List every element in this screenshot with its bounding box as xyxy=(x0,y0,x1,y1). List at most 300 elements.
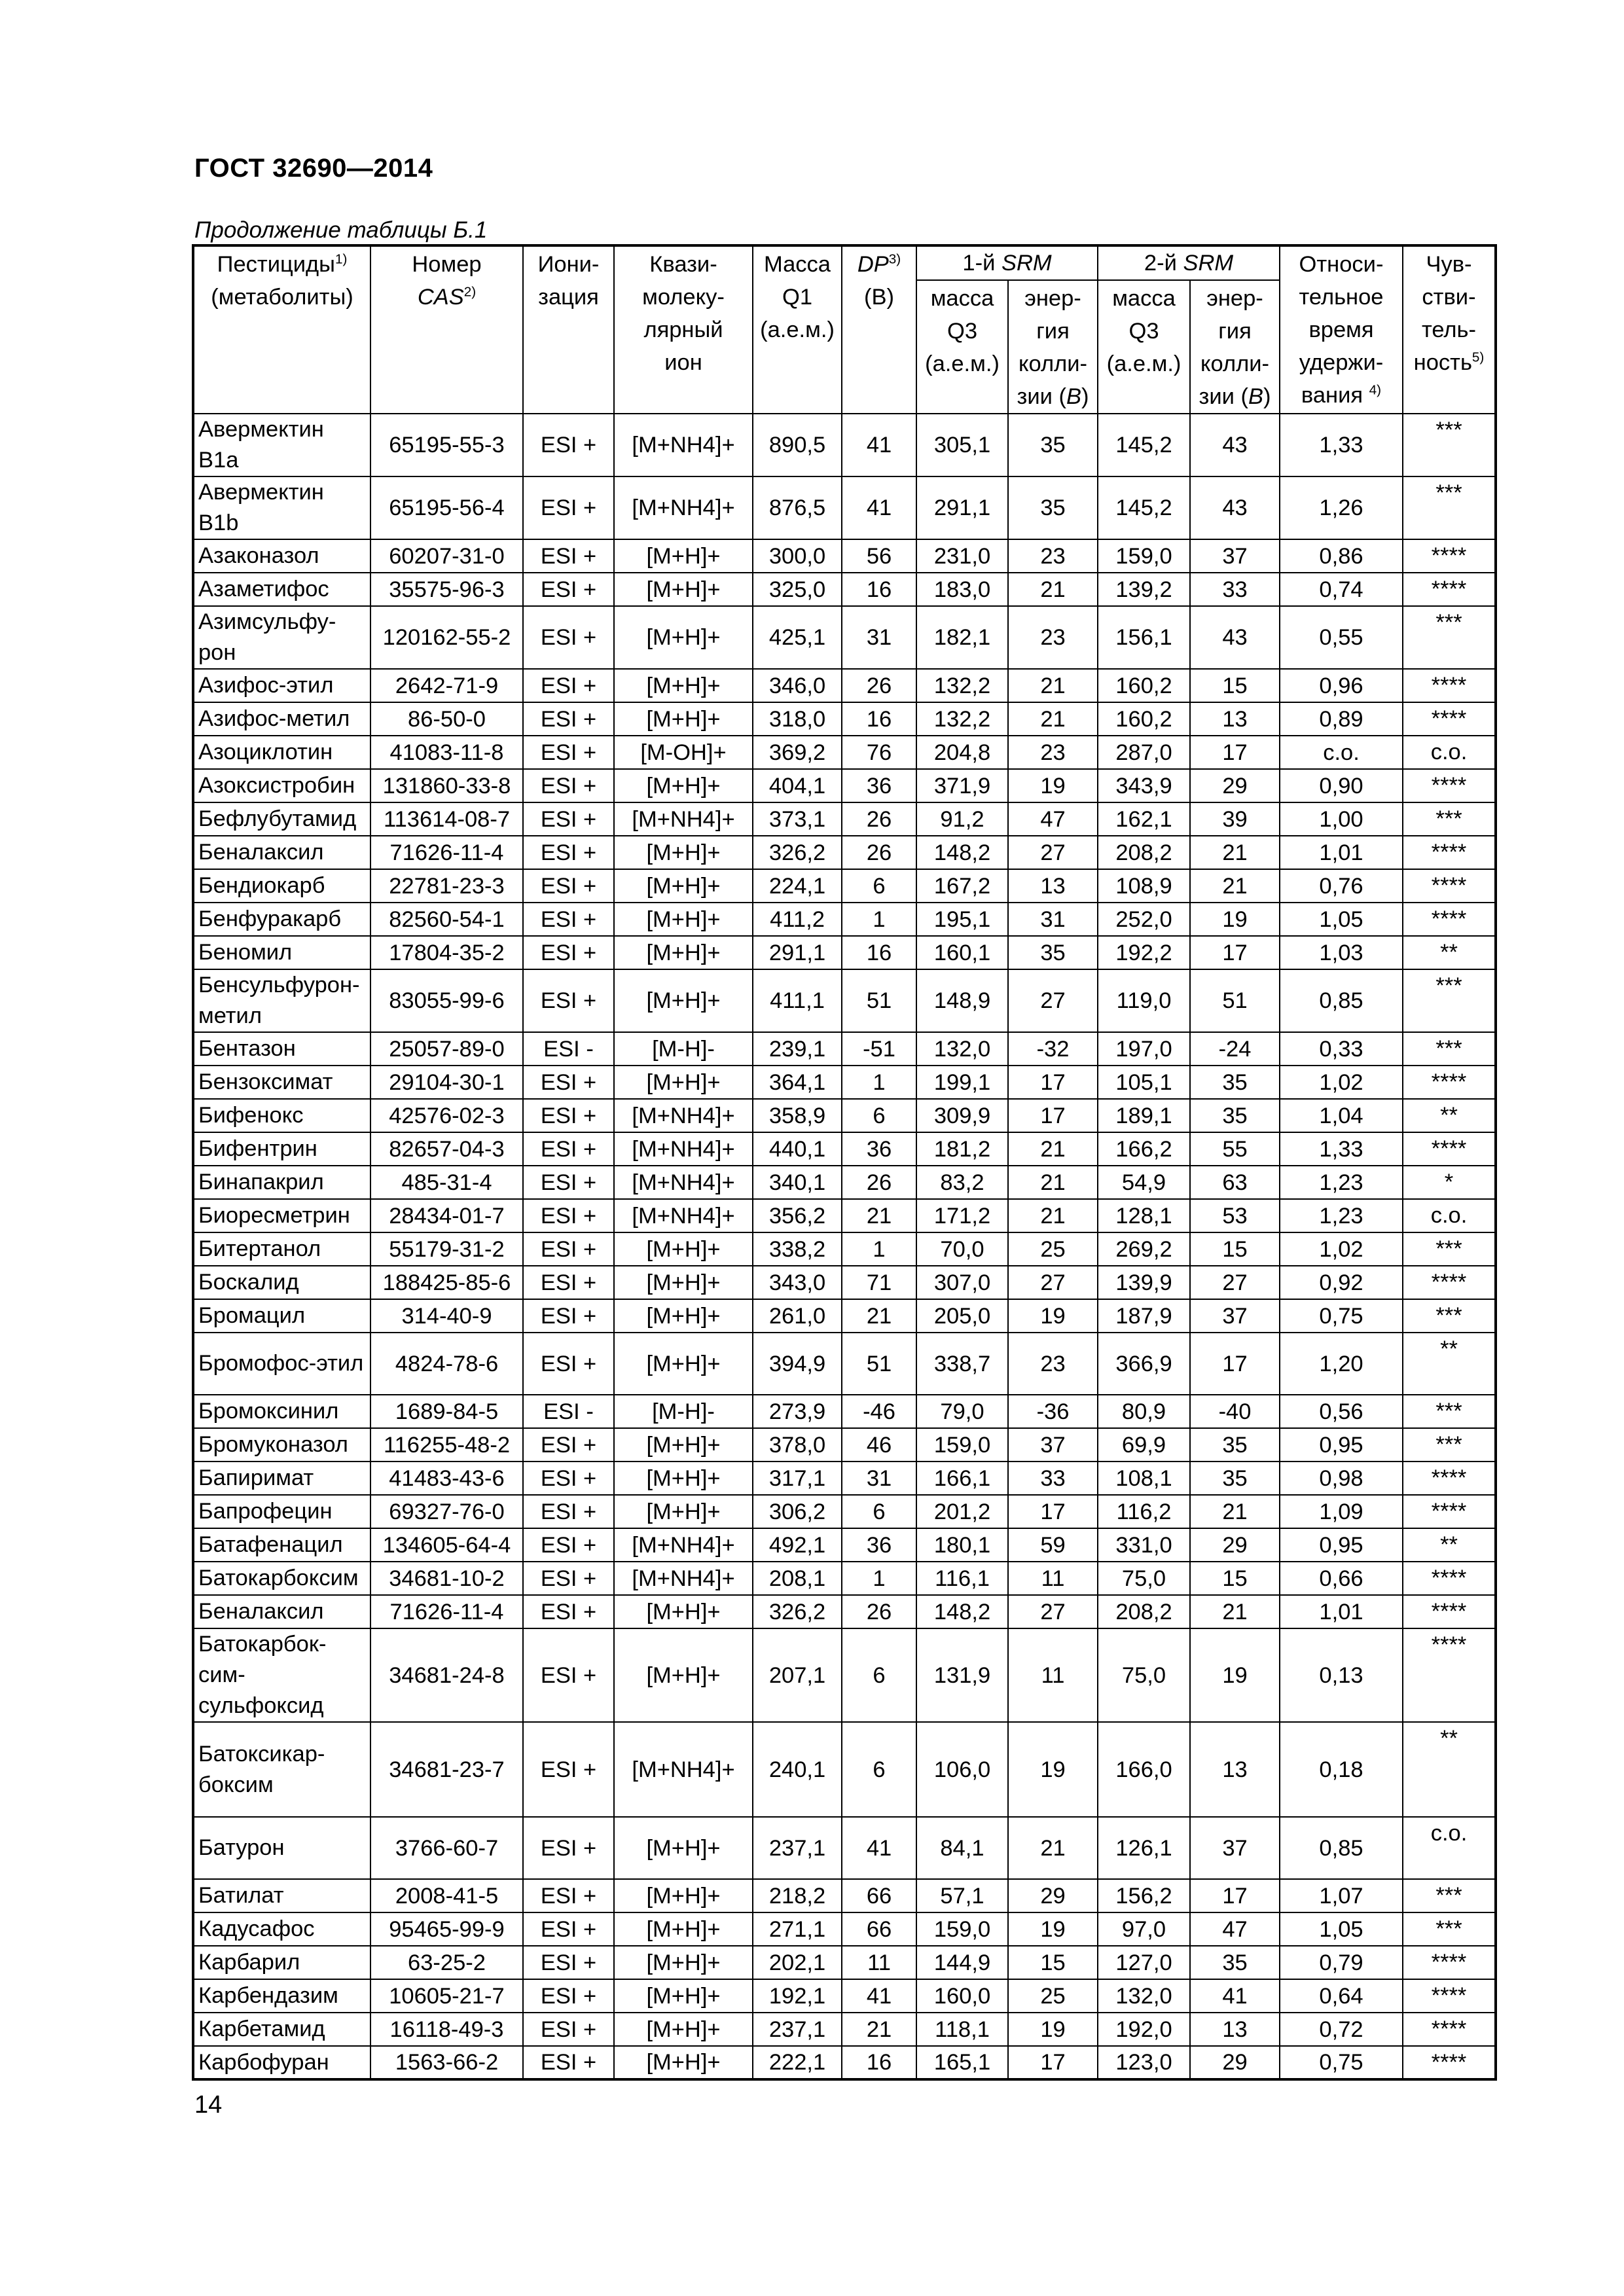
cell-m2: 132,0 xyxy=(1098,1979,1190,2013)
cell-cas: 41083-11-8 xyxy=(370,736,523,769)
cell-e2: 35 xyxy=(1190,1066,1280,1099)
cell-sens: **** xyxy=(1403,1979,1496,2013)
cell-m1: 305,1 xyxy=(916,414,1008,476)
cell-ion: ESI + xyxy=(523,1462,614,1495)
header-srm1-energy: энер- гия колли- зии (В) xyxy=(1008,280,1098,414)
cell-m2: 128,1 xyxy=(1098,1199,1190,1232)
cell-name: Беномил xyxy=(193,936,370,969)
cell-ion: ESI + xyxy=(523,869,614,903)
cell-m1: 205,0 xyxy=(916,1299,1008,1333)
table-row xyxy=(193,1912,1496,1946)
cell-m1: 201,2 xyxy=(916,1495,1008,1528)
cell-q1: 240,1 xyxy=(753,1722,842,1817)
cell-m2: 119,0 xyxy=(1098,969,1190,1032)
cell-q1: 237,1 xyxy=(753,1817,842,1879)
cell-ion: ESI + xyxy=(523,606,614,669)
cell-ion: ESI + xyxy=(523,1595,614,1628)
cell-q1: 317,1 xyxy=(753,1462,842,1495)
cell-cas: 134605-64-4 xyxy=(370,1528,523,1562)
cell-m1: 132,2 xyxy=(916,669,1008,702)
cell-rt: 1,23 xyxy=(1280,1166,1403,1199)
cell-name: Карбарил xyxy=(193,1946,370,1979)
cell-e1: 17 xyxy=(1008,1066,1098,1099)
table-row xyxy=(193,414,1496,476)
table-row xyxy=(193,836,1496,869)
cell-sens: *** xyxy=(1403,476,1496,539)
cell-cas: 83055-99-6 xyxy=(370,969,523,1032)
cell-m2: 105,1 xyxy=(1098,1066,1190,1099)
cell-rt: 1,20 xyxy=(1280,1333,1403,1395)
cell-m2: 80,9 xyxy=(1098,1395,1190,1428)
cell-rt: 0,56 xyxy=(1280,1395,1403,1428)
cell-m1: 148,2 xyxy=(916,836,1008,869)
cell-ion: ESI + xyxy=(523,1232,614,1266)
cell-sens: *** xyxy=(1403,1912,1496,1946)
cell-name: Бромацил xyxy=(193,1299,370,1333)
cell-dp: 31 xyxy=(842,606,916,669)
cell-m1: 132,2 xyxy=(916,702,1008,736)
cell-name: Азимсульфу-рон xyxy=(193,606,370,669)
cell-ion: ESI + xyxy=(523,414,614,476)
cell-sens: *** xyxy=(1403,606,1496,669)
cell-q1: 394,9 xyxy=(753,1333,842,1395)
cell-e2: 19 xyxy=(1190,1628,1280,1722)
cell-q1: 237,1 xyxy=(753,2013,842,2046)
cell-e1: 11 xyxy=(1008,1562,1098,1595)
cell-e1: 27 xyxy=(1008,969,1098,1032)
cell-e1: 19 xyxy=(1008,1299,1098,1333)
cell-rt: 1,23 xyxy=(1280,1199,1403,1232)
cell-qion: [M+H]+ xyxy=(614,573,753,606)
cell-name: Батокарбоксим xyxy=(193,1562,370,1595)
cell-ion: ESI + xyxy=(523,539,614,573)
cell-name: Азаметифос xyxy=(193,573,370,606)
header-sensitivity: Чув- стви- тель- ность$^{5)}$ xyxy=(1403,245,1496,414)
cell-e1: 31 xyxy=(1008,903,1098,936)
cell-e1: 17 xyxy=(1008,1495,1098,1528)
table-row xyxy=(193,1333,1496,1395)
cell-rt: 1,26 xyxy=(1280,476,1403,539)
cell-e2: 35 xyxy=(1190,1099,1280,1132)
cell-m1: 160,0 xyxy=(916,1979,1008,2013)
cell-cas: 95465-99-9 xyxy=(370,1912,523,1946)
cell-sens: с.о. xyxy=(1403,1817,1496,1879)
cell-cas: 65195-55-3 xyxy=(370,414,523,476)
cell-rt: 1,09 xyxy=(1280,1495,1403,1528)
cell-e1: 27 xyxy=(1008,1266,1098,1299)
cell-m2: 192,2 xyxy=(1098,936,1190,969)
cell-m1: 132,0 xyxy=(916,1032,1008,1066)
cell-ion: ESI + xyxy=(523,969,614,1032)
cell-rt: 0,66 xyxy=(1280,1562,1403,1595)
cell-cas: 86-50-0 xyxy=(370,702,523,736)
cell-name: Азаконазол xyxy=(193,539,370,573)
cell-dp: 36 xyxy=(842,1528,916,1562)
cell-m1: 309,9 xyxy=(916,1099,1008,1132)
cell-m2: 145,2 xyxy=(1098,414,1190,476)
cell-qion: [M+H]+ xyxy=(614,1299,753,1333)
cell-m2: 159,0 xyxy=(1098,539,1190,573)
cell-rt: 0,75 xyxy=(1280,2046,1403,2079)
cell-qion: [M+NH4]+ xyxy=(614,1199,753,1232)
cell-m2: 54,9 xyxy=(1098,1166,1190,1199)
cell-cas: 3766-60-7 xyxy=(370,1817,523,1879)
cell-e2: 13 xyxy=(1190,2013,1280,2046)
table-row xyxy=(193,539,1496,573)
cell-q1: 364,1 xyxy=(753,1066,842,1099)
cell-dp: 41 xyxy=(842,414,916,476)
cell-sens: с.о. xyxy=(1403,1199,1496,1232)
table-row xyxy=(193,1032,1496,1066)
header-quasi-ion: Квази- молеку- лярный ион xyxy=(614,245,753,414)
cell-dp: 41 xyxy=(842,476,916,539)
cell-name: Беналаксил xyxy=(193,836,370,869)
cell-m1: 165,1 xyxy=(916,2046,1008,2079)
cell-rt: 1,00 xyxy=(1280,802,1403,836)
cell-q1: 492,1 xyxy=(753,1528,842,1562)
header-retention-time: Относи- тельное время удержи- вания $^{4)}$ xyxy=(1280,245,1403,414)
cell-sens: **** xyxy=(1403,669,1496,702)
table-row xyxy=(193,1199,1496,1232)
cell-cas: 1563-66-2 xyxy=(370,2046,523,2079)
table-row xyxy=(193,1066,1496,1099)
cell-qion: [M+H]+ xyxy=(614,869,753,903)
cell-dp: 1 xyxy=(842,1066,916,1099)
cell-qion: [M+H]+ xyxy=(614,1428,753,1462)
cell-cas: 16118-49-3 xyxy=(370,2013,523,2046)
cell-cas: 25057-89-0 xyxy=(370,1032,523,1066)
cell-e2: 35 xyxy=(1190,1946,1280,1979)
cell-q1: 261,0 xyxy=(753,1299,842,1333)
cell-sens: *** xyxy=(1403,969,1496,1032)
cell-sens: **** xyxy=(1403,1132,1496,1166)
cell-ion: ESI + xyxy=(523,1166,614,1199)
cell-dp: 26 xyxy=(842,669,916,702)
cell-e1: 19 xyxy=(1008,2013,1098,2046)
cell-ion: ESI + xyxy=(523,769,614,802)
cell-q1: 425,1 xyxy=(753,606,842,669)
cell-rt: 0,18 xyxy=(1280,1722,1403,1817)
cell-m2: 252,0 xyxy=(1098,903,1190,936)
cell-dp: 76 xyxy=(842,736,916,769)
cell-sens: **** xyxy=(1403,702,1496,736)
cell-m2: 108,9 xyxy=(1098,869,1190,903)
table-body xyxy=(193,414,1496,2079)
cell-m2: 156,2 xyxy=(1098,1879,1190,1912)
cell-name: Авермектин B1b xyxy=(193,476,370,539)
cell-q1: 326,2 xyxy=(753,836,842,869)
cell-cas: 1689-84-5 xyxy=(370,1395,523,1428)
cell-m2: 126,1 xyxy=(1098,1817,1190,1879)
cell-ion: ESI + xyxy=(523,836,614,869)
cell-cas: 4824-78-6 xyxy=(370,1333,523,1395)
cell-rt: 0,72 xyxy=(1280,2013,1403,2046)
cell-sens: *** xyxy=(1403,414,1496,476)
cell-m1: 338,7 xyxy=(916,1333,1008,1395)
cell-ion: ESI - xyxy=(523,1395,614,1428)
cell-m2: 166,2 xyxy=(1098,1132,1190,1166)
cell-q1: 326,2 xyxy=(753,1595,842,1628)
cell-dp: 21 xyxy=(842,1299,916,1333)
cell-rt: 0,55 xyxy=(1280,606,1403,669)
table-row xyxy=(193,2013,1496,2046)
cell-rt: 1,07 xyxy=(1280,1879,1403,1912)
cell-q1: 192,1 xyxy=(753,1979,842,2013)
cell-rt: 0,74 xyxy=(1280,573,1403,606)
table-row xyxy=(193,1299,1496,1333)
cell-q1: 404,1 xyxy=(753,769,842,802)
cell-ion: ESI + xyxy=(523,1299,614,1333)
cell-dp: 16 xyxy=(842,573,916,606)
cell-ion: ESI + xyxy=(523,2046,614,2079)
cell-rt: 1,05 xyxy=(1280,903,1403,936)
cell-ion: ESI + xyxy=(523,2013,614,2046)
cell-e2: 29 xyxy=(1190,1528,1280,1562)
cell-m1: 199,1 xyxy=(916,1066,1008,1099)
cell-sens: ** xyxy=(1403,1722,1496,1817)
cell-m1: 204,8 xyxy=(916,736,1008,769)
cell-dp: -46 xyxy=(842,1395,916,1428)
cell-sens: *** xyxy=(1403,1232,1496,1266)
cell-cas: 71626-11-4 xyxy=(370,1595,523,1628)
cell-name: Азифос-метил xyxy=(193,702,370,736)
cell-sens: **** xyxy=(1403,1595,1496,1628)
cell-dp: 1 xyxy=(842,1562,916,1595)
cell-qion: [M+H]+ xyxy=(614,1266,753,1299)
cell-sens: **** xyxy=(1403,2046,1496,2079)
table-row xyxy=(193,1166,1496,1199)
cell-q1: 411,2 xyxy=(753,903,842,936)
cell-e1: -36 xyxy=(1008,1395,1098,1428)
cell-name: Бендиокарб xyxy=(193,869,370,903)
cell-qion: [M+H]+ xyxy=(614,1912,753,1946)
cell-sens: **** xyxy=(1403,1066,1496,1099)
cell-m2: 156,1 xyxy=(1098,606,1190,669)
cell-m1: 181,2 xyxy=(916,1132,1008,1166)
cell-dp: 51 xyxy=(842,1333,916,1395)
cell-name: Кадусафос xyxy=(193,1912,370,1946)
cell-e1: 25 xyxy=(1008,1232,1098,1266)
cell-qion: [M-H]- xyxy=(614,1032,753,1066)
cell-dp: 31 xyxy=(842,1462,916,1495)
table-row xyxy=(193,1628,1496,1722)
cell-qion: [M+H]+ xyxy=(614,702,753,736)
cell-e2: 15 xyxy=(1190,1562,1280,1595)
cell-rt: 0,95 xyxy=(1280,1428,1403,1462)
table-row xyxy=(193,1817,1496,1879)
table-row xyxy=(193,669,1496,702)
cell-q1: 346,0 xyxy=(753,669,842,702)
cell-e1: 17 xyxy=(1008,1099,1098,1132)
cell-cas: 17804-35-2 xyxy=(370,936,523,969)
table-row xyxy=(193,903,1496,936)
cell-e2: -40 xyxy=(1190,1395,1280,1428)
cell-sens: **** xyxy=(1403,1462,1496,1495)
cell-q1: 218,2 xyxy=(753,1879,842,1912)
cell-qion: [M-OH]+ xyxy=(614,736,753,769)
cell-dp: 11 xyxy=(842,1946,916,1979)
cell-sens: **** xyxy=(1403,1495,1496,1528)
cell-m1: 116,1 xyxy=(916,1562,1008,1595)
cell-q1: 373,1 xyxy=(753,802,842,836)
cell-m1: 171,2 xyxy=(916,1199,1008,1232)
cell-ion: ESI - xyxy=(523,1032,614,1066)
cell-m2: 75,0 xyxy=(1098,1562,1190,1595)
cell-ion: ESI + xyxy=(523,702,614,736)
cell-e1: 23 xyxy=(1008,736,1098,769)
cell-cas: 28434-01-7 xyxy=(370,1199,523,1232)
cell-m2: 331,0 xyxy=(1098,1528,1190,1562)
cell-m1: 148,2 xyxy=(916,1595,1008,1628)
cell-e2: 29 xyxy=(1190,769,1280,802)
cell-dp: 1 xyxy=(842,903,916,936)
table-row xyxy=(193,1946,1496,1979)
cell-m2: 197,0 xyxy=(1098,1032,1190,1066)
cell-qion: [M+H]+ xyxy=(614,1979,753,2013)
cell-e2: 15 xyxy=(1190,1232,1280,1266)
cell-name: Бинапакрил xyxy=(193,1166,370,1199)
cell-e1: 23 xyxy=(1008,606,1098,669)
cell-m2: 269,2 xyxy=(1098,1232,1190,1266)
cell-name: Бенсульфурон-метил xyxy=(193,969,370,1032)
cell-dp: 6 xyxy=(842,1495,916,1528)
cell-qion: [M+NH4]+ xyxy=(614,1562,753,1595)
cell-name: Бифентрин xyxy=(193,1132,370,1166)
cell-e2: 21 xyxy=(1190,1595,1280,1628)
cell-m1: 159,0 xyxy=(916,1912,1008,1946)
cell-m2: 287,0 xyxy=(1098,736,1190,769)
cell-sens: *** xyxy=(1403,1428,1496,1462)
cell-m1: 131,9 xyxy=(916,1628,1008,1722)
cell-e2: 21 xyxy=(1190,836,1280,869)
cell-ion: ESI + xyxy=(523,1912,614,1946)
cell-dp: 41 xyxy=(842,1817,916,1879)
cell-e2: 43 xyxy=(1190,606,1280,669)
cell-qion: [M+H]+ xyxy=(614,2046,753,2079)
table-row xyxy=(193,702,1496,736)
cell-dp: 46 xyxy=(842,1428,916,1462)
table-row xyxy=(193,476,1496,539)
cell-rt: 0,85 xyxy=(1280,1817,1403,1879)
table-row xyxy=(193,736,1496,769)
cell-q1: 202,1 xyxy=(753,1946,842,1979)
cell-e2: -24 xyxy=(1190,1032,1280,1066)
cell-e2: 55 xyxy=(1190,1132,1280,1166)
cell-qion: [M+H]+ xyxy=(614,1946,753,1979)
cell-name: Карбендазим xyxy=(193,1979,370,2013)
cell-name: Карбофуран xyxy=(193,2046,370,2079)
table-row xyxy=(193,1979,1496,2013)
cell-m2: 343,9 xyxy=(1098,769,1190,802)
cell-e1: 21 xyxy=(1008,1199,1098,1232)
cell-ion: ESI + xyxy=(523,1946,614,1979)
cell-e1: 37 xyxy=(1008,1428,1098,1462)
cell-e2: 21 xyxy=(1190,1495,1280,1528)
cell-sens: **** xyxy=(1403,539,1496,573)
cell-name: Азифос-этил xyxy=(193,669,370,702)
page-number: 14 xyxy=(194,2091,223,2119)
cell-rt: 0,98 xyxy=(1280,1462,1403,1495)
cell-dp: -51 xyxy=(842,1032,916,1066)
cell-sens: **** xyxy=(1403,2013,1496,2046)
cell-q1: 273,9 xyxy=(753,1395,842,1428)
cell-cas: 113614-08-7 xyxy=(370,802,523,836)
cell-e2: 35 xyxy=(1190,1428,1280,1462)
cell-dp: 21 xyxy=(842,1199,916,1232)
cell-cas: 34681-10-2 xyxy=(370,1562,523,1595)
cell-cas: 29104-30-1 xyxy=(370,1066,523,1099)
table-caption: Продолжение таблицы Б.1 xyxy=(194,217,488,243)
cell-m2: 139,9 xyxy=(1098,1266,1190,1299)
cell-cas: 63-25-2 xyxy=(370,1946,523,1979)
table-row xyxy=(193,1462,1496,1495)
cell-sens: *** xyxy=(1403,1299,1496,1333)
cell-dp: 16 xyxy=(842,2046,916,2079)
cell-m1: 83,2 xyxy=(916,1166,1008,1199)
cell-m1: 160,1 xyxy=(916,936,1008,969)
cell-qion: [M+H]+ xyxy=(614,903,753,936)
cell-qion: [M+NH4]+ xyxy=(614,1528,753,1562)
table-row xyxy=(193,573,1496,606)
cell-m1: 118,1 xyxy=(916,2013,1008,2046)
cell-qion: [M+H]+ xyxy=(614,539,753,573)
cell-sens: *** xyxy=(1403,1395,1496,1428)
cell-dp: 66 xyxy=(842,1879,916,1912)
cell-m2: 69,9 xyxy=(1098,1428,1190,1462)
cell-q1: 440,1 xyxy=(753,1132,842,1166)
cell-e1: 23 xyxy=(1008,539,1098,573)
cell-qion: [M+H]+ xyxy=(614,606,753,669)
cell-q1: 378,0 xyxy=(753,1428,842,1462)
cell-e2: 37 xyxy=(1190,1817,1280,1879)
cell-rt: 1,04 xyxy=(1280,1099,1403,1132)
table-row xyxy=(193,1266,1496,1299)
cell-dp: 66 xyxy=(842,1912,916,1946)
cell-e2: 63 xyxy=(1190,1166,1280,1199)
cell-cas: 82560-54-1 xyxy=(370,903,523,936)
cell-e1: 21 xyxy=(1008,1132,1098,1166)
cell-rt: 0,64 xyxy=(1280,1979,1403,2013)
cell-qion: [M+H]+ xyxy=(614,1495,753,1528)
cell-m2: 208,2 xyxy=(1098,836,1190,869)
table-row xyxy=(193,2046,1496,2079)
cell-qion: [M+H]+ xyxy=(614,1628,753,1722)
cell-sens: **** xyxy=(1403,1628,1496,1722)
cell-qion: [M+H]+ xyxy=(614,1066,753,1099)
cell-e2: 29 xyxy=(1190,2046,1280,2079)
cell-m1: 144,9 xyxy=(916,1946,1008,1979)
cell-e1: 47 xyxy=(1008,802,1098,836)
cell-e1: 15 xyxy=(1008,1946,1098,1979)
cell-e1: 21 xyxy=(1008,1817,1098,1879)
cell-m1: 291,1 xyxy=(916,476,1008,539)
header-srm2-energy: энер- гия колли- зии (В) xyxy=(1190,280,1280,414)
cell-e2: 41 xyxy=(1190,1979,1280,2013)
cell-dp: 6 xyxy=(842,869,916,903)
cell-m1: 84,1 xyxy=(916,1817,1008,1879)
cell-rt: 0,95 xyxy=(1280,1528,1403,1562)
cell-qion: [M+H]+ xyxy=(614,969,753,1032)
table-row xyxy=(193,1428,1496,1462)
cell-rt: 1,03 xyxy=(1280,936,1403,969)
cell-qion: [M+H]+ xyxy=(614,1333,753,1395)
cell-m1: 159,0 xyxy=(916,1428,1008,1462)
cell-q1: 271,1 xyxy=(753,1912,842,1946)
cell-q1: 239,1 xyxy=(753,1032,842,1066)
cell-e2: 35 xyxy=(1190,1462,1280,1495)
cell-e1: 29 xyxy=(1008,1879,1098,1912)
cell-ion: ESI + xyxy=(523,903,614,936)
